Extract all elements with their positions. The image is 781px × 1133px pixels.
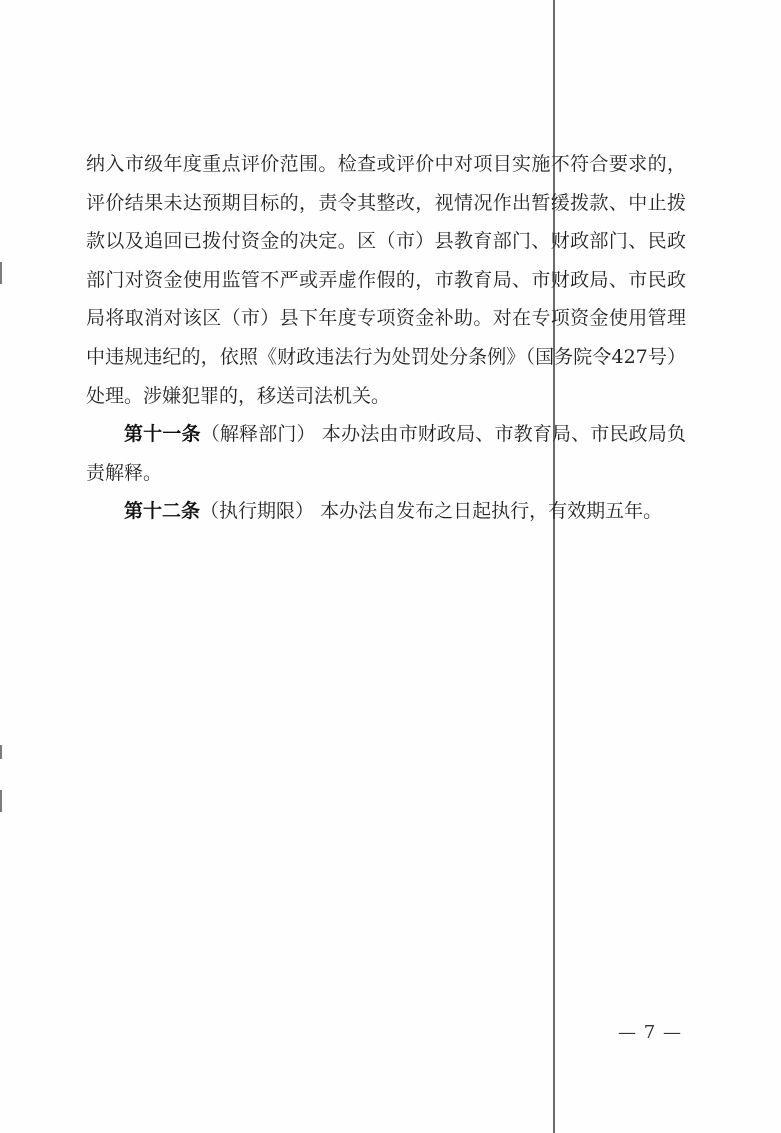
scan-edge-mark	[0, 745, 2, 759]
article-12-heading: （执行期限）	[200, 500, 315, 523]
paragraph-continuation: 纳入市级年度重点评价范围。检查或评价中对项目实施不符合要求的，评价结果未达预期目标的，责令其整改，视情况作出暂缓拨款、中止拨款以及追回已拨付资金的决定。区（市）县教育部门、财政部门、民政部门对资金使用监管不严或弄虚作假的，市教育局、市财政局、市民政局将取消对该区（市）县下年度专项资金补助。对在专项资金使用管理中违规违纪的，依照《财政违法行为处罚处分条例》（国务院令427号）处理。涉嫌犯罪的，移送司法机关。	[86, 153, 686, 407]
page-number: — 7 —	[618, 1022, 682, 1043]
article-11	[86, 415, 686, 492]
scan-edge-mark	[0, 262, 2, 284]
article-11-heading: （解释部门）	[200, 423, 316, 446]
document-body	[86, 145, 686, 531]
article-11-text: 本办法由市财政局、市教育局、市民政局负责解释。	[86, 423, 686, 484]
article-12-text: 本办法自发布之日起执行，有效期五年。	[320, 500, 663, 523]
scan-edge-mark	[0, 790, 2, 812]
article-12-number: 第十二条	[124, 500, 201, 523]
article-11-number: 第十一条	[124, 423, 201, 446]
article-12	[86, 492, 686, 531]
